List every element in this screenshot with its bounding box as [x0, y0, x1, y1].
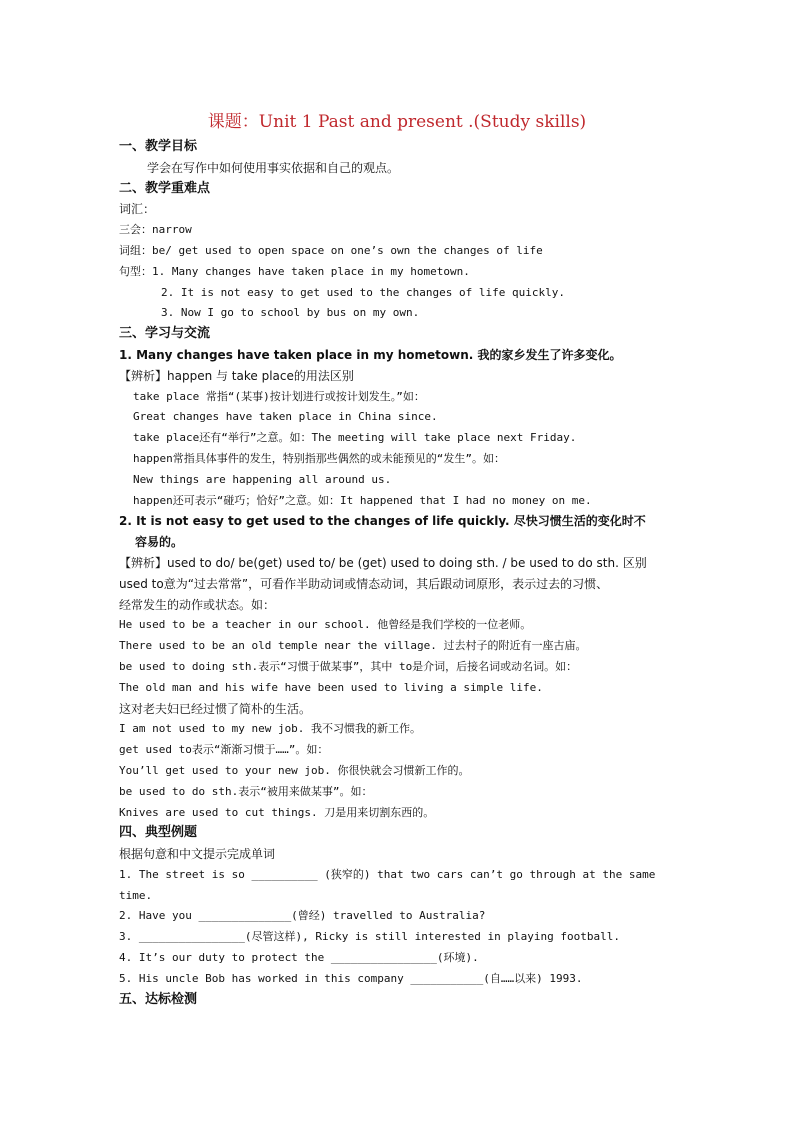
analysis-label-1: 【辨析】happen 与 take place的用法区别	[119, 368, 354, 383]
point-1: 1. Many changes have taken place in my hometown. 我的家乡发生了许多变化。	[119, 347, 622, 362]
analysis-2-line-2: 经常发生的动作或状态。如：	[119, 597, 276, 612]
examples-intro: 根据句意和中文提示完成单词	[119, 847, 276, 862]
question-1-line-2: time.	[119, 888, 153, 902]
analysis-2-line-5: be used to doing sth.表示“习惯于做某事”，其中 to是介词，后接名词或动名词。如：	[119, 659, 578, 673]
analysis-1-line-6: happen还可表示“碰巧；恰好”之意。如：It happened that I had no money on me.	[133, 493, 592, 507]
pattern-line-2: 2. It is not easy to get used to the changes of life quickly.	[161, 285, 565, 299]
section-heading-learning: 三、学习与交流	[119, 326, 211, 342]
lesson-title: 课题：Unit 1 Past and present .(Study skills)	[207, 112, 587, 132]
section-heading-examples: 四、典型例题	[119, 825, 198, 841]
analysis-2-line-3: He used to be a teacher in our school. 他曾经是我们学校的一位老师。	[119, 618, 532, 632]
analysis-2-line-10: You’ll get used to your new job. 你很快就会习惯新工作的。	[119, 763, 470, 777]
sanhui-line: 三会：narrow	[119, 223, 192, 237]
lesson-content	[119, 137, 679, 1010]
analysis-1-line-3: take place还有“举行”之意。如：The meeting will take place next Friday.	[133, 431, 577, 445]
analysis-1-line-2: Great changes have taken place in China since.	[133, 410, 438, 424]
analysis-2-line-4: There used to be an old temple near the village. 过去村子的附近有一座古庙。	[119, 639, 587, 653]
analysis-label-2: 【辨析】used to do/ be(get) used to/ be (get) used to doing sth. / be used to do sth. 区别	[119, 555, 647, 570]
analysis-2-line-9: get used to表示“渐渐习惯于……”。如：	[119, 743, 329, 757]
section-heading-key-points: 二、教学重难点	[119, 180, 211, 196]
section-heading-assessment: 五、达标检测	[119, 991, 198, 1007]
analysis-2-line-1: used to意为“过去常常”，可看作半助动词或情态动词，其后跟动词原形，表示过去的习惯、	[119, 576, 609, 591]
objective-text: 学会在写作中如何使用事实依据和自己的观点。	[147, 160, 400, 175]
analysis-2-line-6: The old man and his wife have been used to living a simple life.	[119, 680, 543, 694]
question-3: 3. ________________(尽管这样), Ricky is still interested in playing football.	[119, 930, 620, 944]
analysis-2-line-12: Knives are used to cut things. 刀是用来切割东西的。	[119, 805, 435, 819]
question-1-line-1: 1. The street is so __________ (狭窄的) that two cars can’t go through at the same	[119, 867, 656, 881]
pattern-line-1: 句型：1. Many changes have taken place in my hometown.	[119, 264, 470, 278]
question-2: 2. Have you ______________(曾经) travelled to Australia?	[119, 909, 486, 923]
analysis-2-line-11: be used to do sth.表示“被用来做某事”。如：	[119, 784, 373, 798]
analysis-2-line-7: 这对老夫妇已经过惯了简朴的生活。	[119, 701, 312, 716]
vocab-label: 词汇：	[119, 202, 156, 217]
phrases-line: 词组：be/ get used to open space on one’s own the changes of life	[119, 243, 543, 257]
question-5: 5. His uncle Bob has worked in this company ___________(自……以来) 1993.	[119, 971, 583, 985]
analysis-1-line-4: happen常指具体事件的发生，特别指那些偶然的或未能预见的“发生”。如：	[133, 451, 505, 465]
section-heading-objectives: 一、教学目标	[119, 139, 198, 154]
point-2-line-2: 容易的。	[135, 535, 184, 550]
pattern-line-3: 3. Now I go to school by bus on my own.	[161, 306, 420, 320]
analysis-2-line-8: I am not used to my new job. 我不习惯我的新工作。	[119, 722, 422, 736]
analysis-1-line-5: New things are happening all around us.	[133, 472, 392, 486]
analysis-1-line-1: take place 常指“(某事)按计划进行或按计划发生。”如：	[133, 389, 425, 403]
point-2-line-1: 2. It is not easy to get used to the changes of life quickly. 尽快习惯生活的变化时不	[119, 514, 646, 529]
question-4: 4. It’s our duty to protect the ________________(环境).	[119, 951, 479, 965]
